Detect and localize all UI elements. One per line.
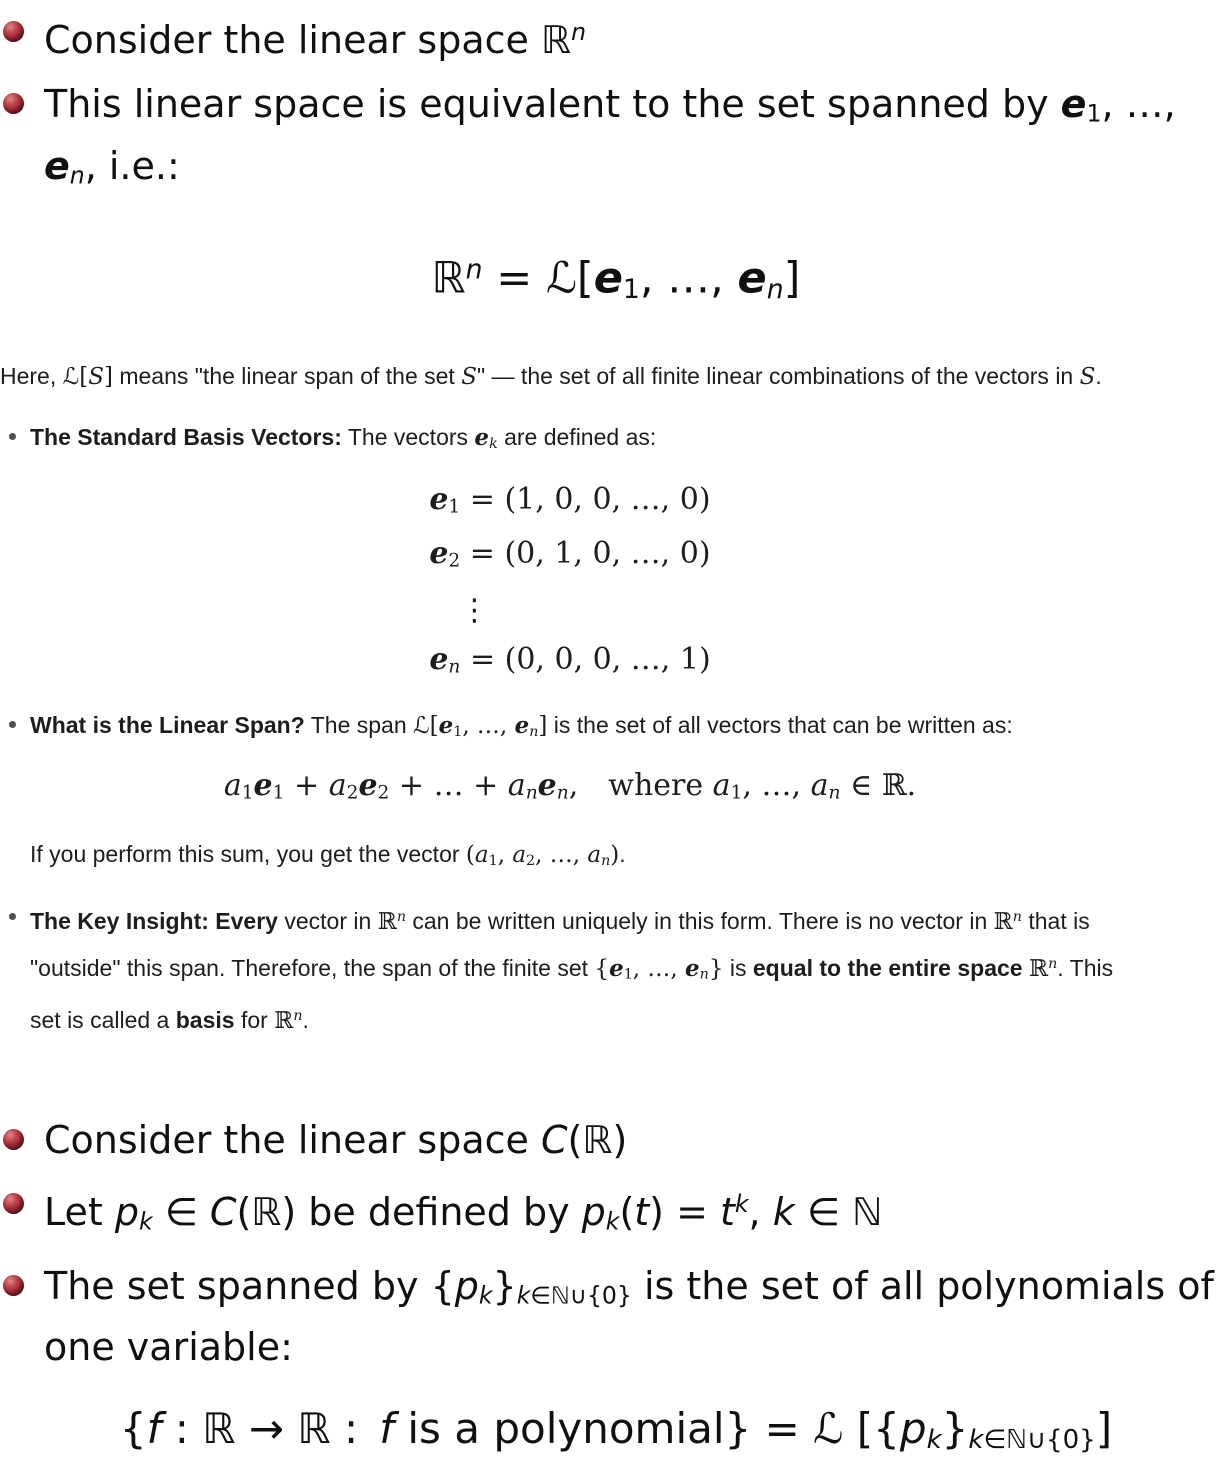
vertical-dots: ⋮ (459, 592, 490, 628)
bullet-item-consider-rn (0, 6, 1232, 66)
equation-row-e1: e1 = (1, 0, 0, …, 0) (429, 482, 711, 518)
slide-top (0, 0, 1232, 319)
bullet-item-consider-cr (0, 1114, 1232, 1166)
bullet-dot-icon (9, 433, 16, 440)
bullet-text: The set spanned by {pk}k∈ℕ∪{0} is the set of all polynomials of one variable: (44, 1263, 1214, 1370)
equation-row-e2: e2 = (0, 1, 0, …, 0) (429, 535, 711, 572)
bullet-ball-icon (3, 1275, 24, 1296)
display-equation-rn-span: ℝ$^n$ = ℒ[e1, …, en] (431, 254, 801, 306)
paragraph-sum-result: If you perform this sum, you get the vector (a1, a2, …, an). (30, 840, 626, 869)
bullet-item-let-pk (0, 1178, 1232, 1248)
bullet-item-set-spanned (0, 1260, 1232, 1374)
list-item-what-is-linear-span (0, 704, 1140, 753)
equation-polynomials: {f : ℝ → ℝ : f is a polynomial} = ℒ [{pk}k∈ℕ∪{0}] (119, 1404, 1113, 1456)
list-item-text: The Key Insight: Every vector in ℝ$^n$ can be written uniquely in this form. There is no vector in ℝ$^n$ that is "outside" this span. Therefore, the span of the finite set {e1, …, en} is equal to the entire space ℝ$^n$. This set is called a basis for ℝ$^n$. (30, 907, 1114, 1035)
bullet-dot-icon (9, 721, 16, 728)
bullet-text: This linear space is equivalent to the set spanned by e1, …, en, i.e.: (44, 81, 1176, 190)
equation-row-en: en = (0, 0, 0, …, 1) (429, 641, 711, 678)
slide-bottom (0, 1114, 1232, 1471)
list-item-text: What is the Linear Span? The span ℒ[e1, …, en] is the set of all vectors that can be written as: (30, 712, 1013, 741)
bullet-ball-icon (3, 1129, 24, 1150)
paragraph-span-definition: Here, ℒ[S] means "the linear span of the set S" — the set of all finite linear combinations of the vectors in S. (0, 363, 1102, 391)
bullet-item-equivalent-span (0, 78, 1232, 201)
list-item-key-insight (0, 896, 1140, 1042)
bullet-dot-icon (9, 913, 16, 920)
equation-linear-combination: a1e1 + a2e2 + … + anen, where a1, …, an ∈ ℝ. (223, 768, 917, 804)
list-item-standard-basis (0, 416, 1140, 465)
explanation-section (0, 355, 1140, 1042)
bullet-ball-icon (3, 1193, 24, 1214)
list-item-text: The Standard Basis Vectors: The vectors ek are defined as: (30, 424, 657, 453)
bullet-ball-icon (3, 21, 24, 42)
bullet-ball-icon (3, 93, 24, 114)
bullet-text: Consider the linear space ℝ$^n$ (44, 17, 587, 62)
bullet-text: Consider the linear space C(ℝ) (44, 1118, 628, 1163)
bullet-text: Let pk ∈ C(ℝ) be defined by $pk(t) = t^k$, k ∈ ℕ (44, 1190, 883, 1236)
basis-vectors-equations (0, 477, 1140, 690)
